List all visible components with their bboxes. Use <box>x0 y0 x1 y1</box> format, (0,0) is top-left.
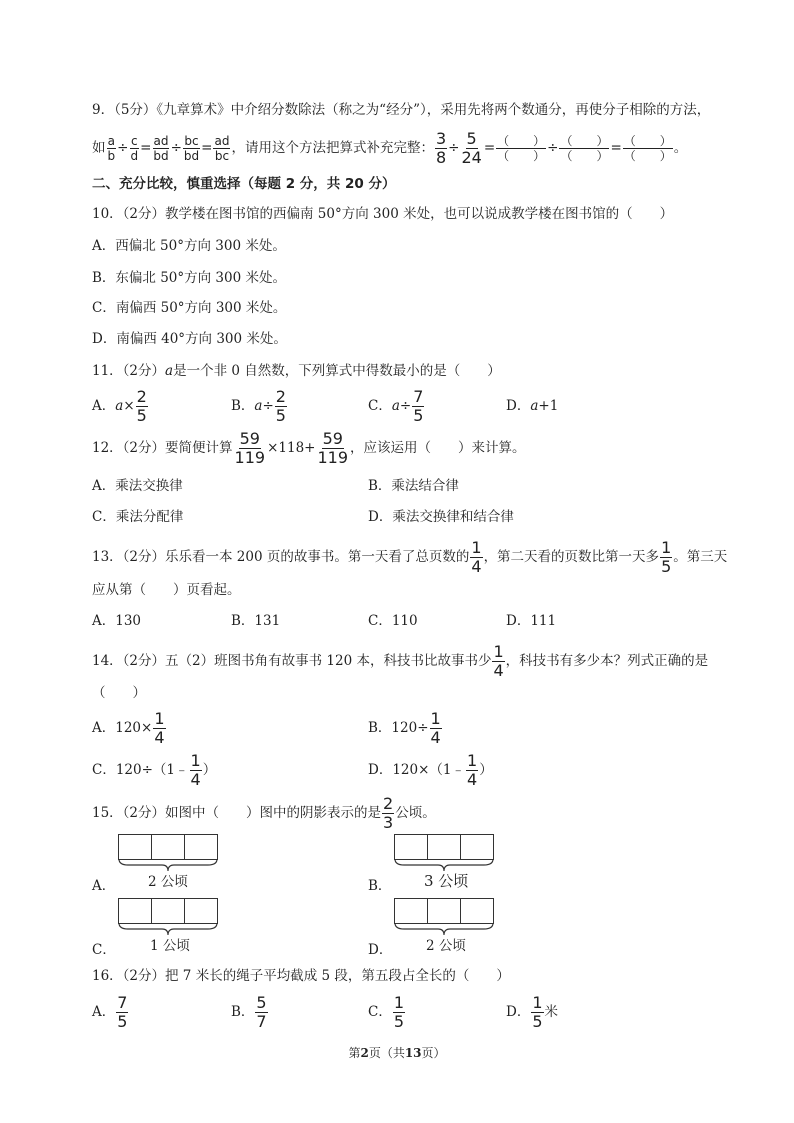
fraction: $\frac{ad}{bc}$ <box>214 134 230 163</box>
q16-stem: 16．（2分）把 7 米长的绳子平均截成 5 段，第五段占全长的（ ） <box>92 968 510 984</box>
q16-option-d: D． $\frac{1}{5}$ 米 <box>506 993 559 1031</box>
q16-option-b: B． $\frac{5}{7}$ <box>231 993 267 1031</box>
q10-option-c: C．南偏西 50°方向 300 米处。 <box>92 300 287 316</box>
q13-option-c: C．110 <box>368 613 418 629</box>
q13-stem-line2: 应从第（ ）页看起。 <box>92 582 241 598</box>
page-total: 13 <box>404 1046 422 1060</box>
fraction: $\frac{a}{b}$ <box>107 134 116 163</box>
q14-option-a: A．120× $\frac{1}{4}$ <box>92 709 165 747</box>
q9-stem-line1: 9．（5分）《九章算术》中介绍分数除法（称之为“经分”），采用先将两个数通分，再使分子相除的方法， <box>92 102 711 118</box>
fraction: $\frac{bc}{bd}$ <box>183 134 200 163</box>
fraction: $\frac{1}{4}$ <box>430 709 441 747</box>
q15-option-c-text: 1 公顷 <box>150 938 190 954</box>
fraction: $\frac{2}{5}$ <box>136 387 147 425</box>
fraction: $\frac{59}{119}$ <box>234 429 266 467</box>
q12-option-a: A．乘法交换律 <box>92 478 183 494</box>
q11-option-d: D．a+1 <box>506 398 559 414</box>
q14-stem: 14．（2分）五（2）班图书角有故事书 120 本，科技书比故事书少 $\frac{1}{4}$ ，科技书有多少本？列式正确的是 <box>92 642 709 680</box>
fraction: $\frac{ad}{bd}$ <box>153 134 169 163</box>
q15-stem: 15．（2分）如图中（ ）图中的阴影表示的是 $\frac{2}{3}$ 公顷。 <box>92 794 436 832</box>
q15-option-d-text: 2 公顷 <box>426 938 466 954</box>
q15-option-a-text: 2 公顷 <box>148 874 188 890</box>
fraction: $\frac{1}{4}$ <box>154 709 165 747</box>
q14-option-d: D．120×（1﹣ $\frac{1}{4}$ ） <box>368 751 493 789</box>
fraction: $\frac{1}{4}$ <box>190 751 201 789</box>
q15-figure-b <box>394 834 494 860</box>
q11-option-b: B．a÷ $\frac{2}{5}$ <box>231 387 286 425</box>
q15-option-a-label: A． <box>92 878 116 894</box>
fraction: $\frac{5}{7}$ <box>256 993 267 1031</box>
q10-option-b: B．东偏北 50°方向 300 米处。 <box>92 270 286 286</box>
fraction: $\frac{1}{4}$ <box>467 751 478 789</box>
q15-option-b-label: B． <box>368 878 392 894</box>
fraction: $\frac{3}{8}$ <box>435 129 447 167</box>
q12-option-b: B．乘法结合律 <box>368 478 459 494</box>
fraction: $\frac{c}{d}$ <box>130 134 139 163</box>
q15-option-c-label: C． <box>92 942 116 958</box>
q10-option-a: A．西偏北 50°方向 300 米处。 <box>92 238 286 254</box>
q15-option-b-text: 3 公顷 <box>424 872 469 890</box>
q15-figure-d <box>394 898 494 924</box>
fraction: $\frac{1}{4}$ <box>493 642 504 680</box>
page-number: 2 <box>360 1046 369 1060</box>
q14-option-c: C．120÷（1﹣ $\frac{1}{4}$ ） <box>92 751 217 789</box>
q13-option-d: D．111 <box>506 613 557 629</box>
fraction: $\frac{59}{119}$ <box>317 429 349 467</box>
q9-stem-line2: 如 $\frac{a}{b}$ ÷ $\frac{c}{d}$ = $\frac{ad}{bd}$ ÷ $\frac{bc}{bd}$ = $\frac{ad}{bc}$ ，请用这个方法把算式补充完整： $\frac{3}{8}$ ÷ $\frac{5}{24}$ = $\frac{( )}{( )}$ ÷ $\frac{( )}{( )}$ = $\frac{( )}{( )}$ 。 <box>92 129 688 167</box>
q11-stem: 11．（2分）a是一个非 0 自然数，下列算式中得数最小的是（ ） <box>92 363 501 379</box>
q14-option-b: B．120÷ $\frac{1}{4}$ <box>368 709 441 747</box>
q13-option-b: B．131 <box>231 613 281 629</box>
q16-option-a: A． $\frac{7}{5}$ <box>92 993 128 1031</box>
fraction: $\frac{1}{5}$ <box>393 993 405 1031</box>
q11-option-c: C．a÷ $\frac{7}{5}$ <box>368 387 424 425</box>
q12-option-c: C．乘法分配律 <box>92 509 184 525</box>
q13-stem: 13．（2分）乐乐看一本 200 页的故事书。第一天看了总页数的 $\frac{1}{4}$ ，第二天看的页数比第一天多 $\frac{1}{5}$ 。第三天 <box>92 538 728 576</box>
page-footer: 第2页（共13页） <box>348 1046 446 1060</box>
q15-figure-c <box>118 898 218 924</box>
q15-option-d-label: D． <box>368 942 393 958</box>
q13-option-a: A．130 <box>92 613 142 629</box>
fraction: $\frac{1}{5}$ <box>661 538 672 576</box>
blank-fraction: $\frac{( )}{( )}$ <box>560 134 609 163</box>
fraction: $\frac{5}{24}$ <box>461 129 482 167</box>
fraction: $\frac{1}{4}$ <box>471 538 482 576</box>
q10-stem: 10．（2分）教学楼在图书馆的西偏南 50°方向 300 米处，也可以说成教学楼在图书馆的（ ） <box>92 206 674 222</box>
fraction: $\frac{2}{3}$ <box>383 794 394 832</box>
q12-stem: 12．（2分）要简便计算 $\frac{59}{119}$ ×118+ $\frac{59}{119}$ ，应该运用（ ）来计算。 <box>92 429 526 467</box>
q11-option-a: A．a× $\frac{2}{5}$ <box>92 387 147 425</box>
q15-figure-a <box>118 834 218 860</box>
fraction: $\frac{2}{5}$ <box>275 387 286 425</box>
q14-stem-line2: （ ） <box>92 685 146 701</box>
fraction: $\frac{7}{5}$ <box>117 993 128 1031</box>
blank-fraction: $\frac{( )}{( )}$ <box>497 134 546 163</box>
fraction: $\frac{7}{5}$ <box>413 387 424 425</box>
q12-option-d: D．乘法交换律和结合律 <box>368 509 514 525</box>
blank-fraction: $\frac{( )}{( )}$ <box>623 134 672 163</box>
fraction: $\frac{1}{5}$ <box>532 993 543 1031</box>
section-heading: 二、充分比较，慎重选择（每题 2 分，共 20 分） <box>92 176 396 192</box>
q16-option-c: C． $\frac{1}{5}$ <box>368 993 405 1031</box>
q10-option-d: D．南偏西 40°方向 300 米处。 <box>92 331 287 347</box>
